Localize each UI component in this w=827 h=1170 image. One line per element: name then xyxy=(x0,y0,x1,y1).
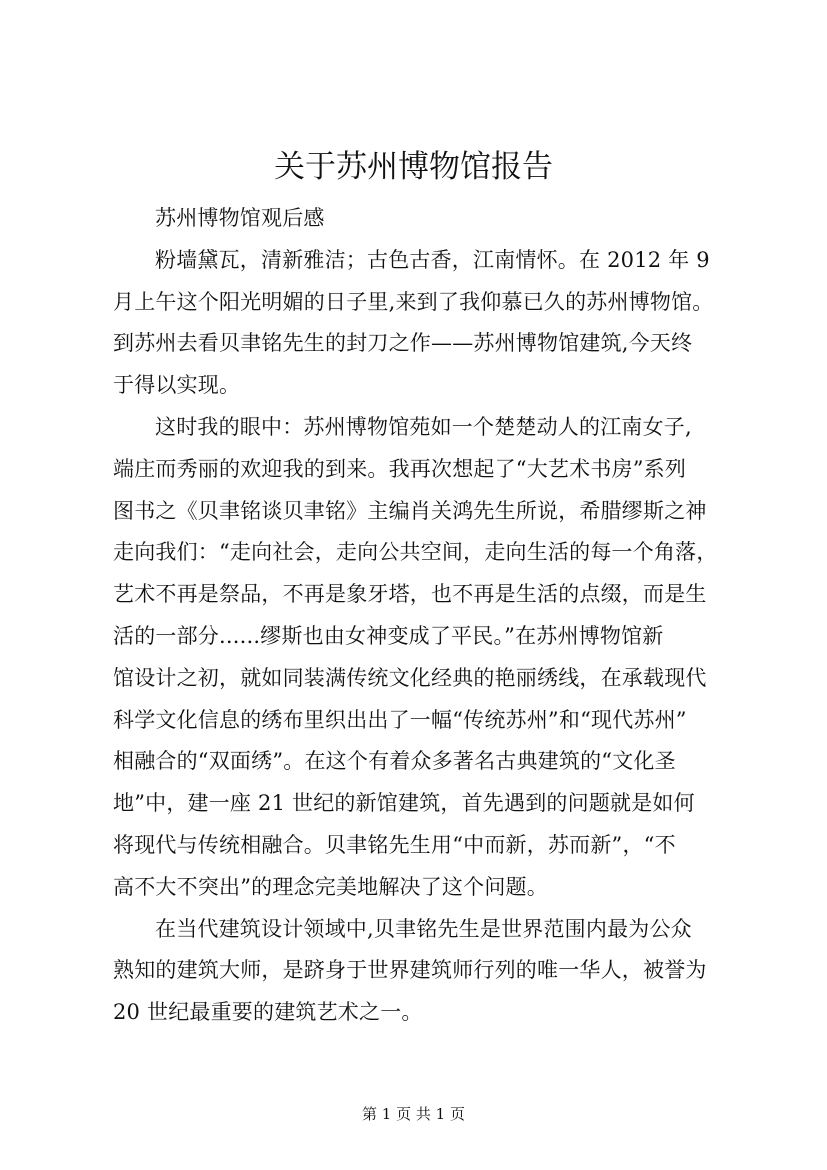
paragraph-line: 在当代建筑设计领域中,贝聿铭先生是世界范围内最为公众 xyxy=(155,916,692,941)
paragraph-line: 粉墙黛瓦，清新雅洁；古色古香，江南情怀。在 2012 年 9 xyxy=(155,247,710,272)
paragraph-line: 20 世纪最重要的建筑艺术之一。 xyxy=(113,1000,423,1025)
paragraph-line: 馆设计之初，就如同装满传统文化经典的艳丽绣线，在承载现代 xyxy=(113,665,707,690)
paragraph-line: 相融合的“双面绣”。在这个有着众多著名古典建筑的“文化圣 xyxy=(113,749,676,774)
document-title: 关于苏州博物馆报告 xyxy=(274,149,553,185)
paragraph-line: 将现代与传统相融合。贝聿铭先生用“中而新，苏而新”，“不 xyxy=(113,832,676,857)
paragraph-line: 月上午这个阳光明媚的日子里,来到了我仰慕已久的苏州博物馆。 xyxy=(113,289,714,314)
paragraph-line: 高不大不突出”的理念完美地解决了这个问题。 xyxy=(113,874,548,899)
paragraph-line: 这时我的眼中：苏州博物馆苑如一个楚楚动人的江南女子, xyxy=(155,414,692,439)
document-subtitle: 苏州博物馆观后感 xyxy=(155,206,325,230)
paragraph-line: 于得以实现。 xyxy=(113,373,241,398)
paragraph-line: 熟知的建筑大师，是跻身于世界建筑师行列的唯一华人，被誉为 xyxy=(113,958,707,983)
paragraph-line: 地”中，建一座 21 世纪的新馆建筑，首先遇到的问题就是如何 xyxy=(113,791,695,816)
paragraph-line: 图书之《贝聿铭谈贝聿铭》主编肖关鸿先生所说，希腊缪斯之神 xyxy=(113,498,707,523)
paragraph-line: 走向我们：“走向社会，走向公共空间，走向生活的每一个角落， xyxy=(113,540,718,565)
paragraph-line: 艺术不再是祭品，不再是象牙塔，也不再是生活的点缀，而是生 xyxy=(113,582,707,607)
paragraph-line: 活的一部分......缪斯也由女神变成了平民。”在苏州博物馆新 xyxy=(113,623,664,648)
document-body xyxy=(113,198,735,1034)
paragraph-line: 到苏州去看贝聿铭先生的封刀之作——苏州博物馆建筑,今天终 xyxy=(113,331,693,356)
paragraph-line: 科学文化信息的绣布里织出出了一幅“传统苏州”和“现代苏州” xyxy=(113,707,687,732)
paragraph-line: 端庄而秀丽的欢迎我的到来。我再次想起了“大艺术书房”系列 xyxy=(113,456,687,481)
page-footer: 第 1 页 共 1 页 xyxy=(362,1105,465,1123)
